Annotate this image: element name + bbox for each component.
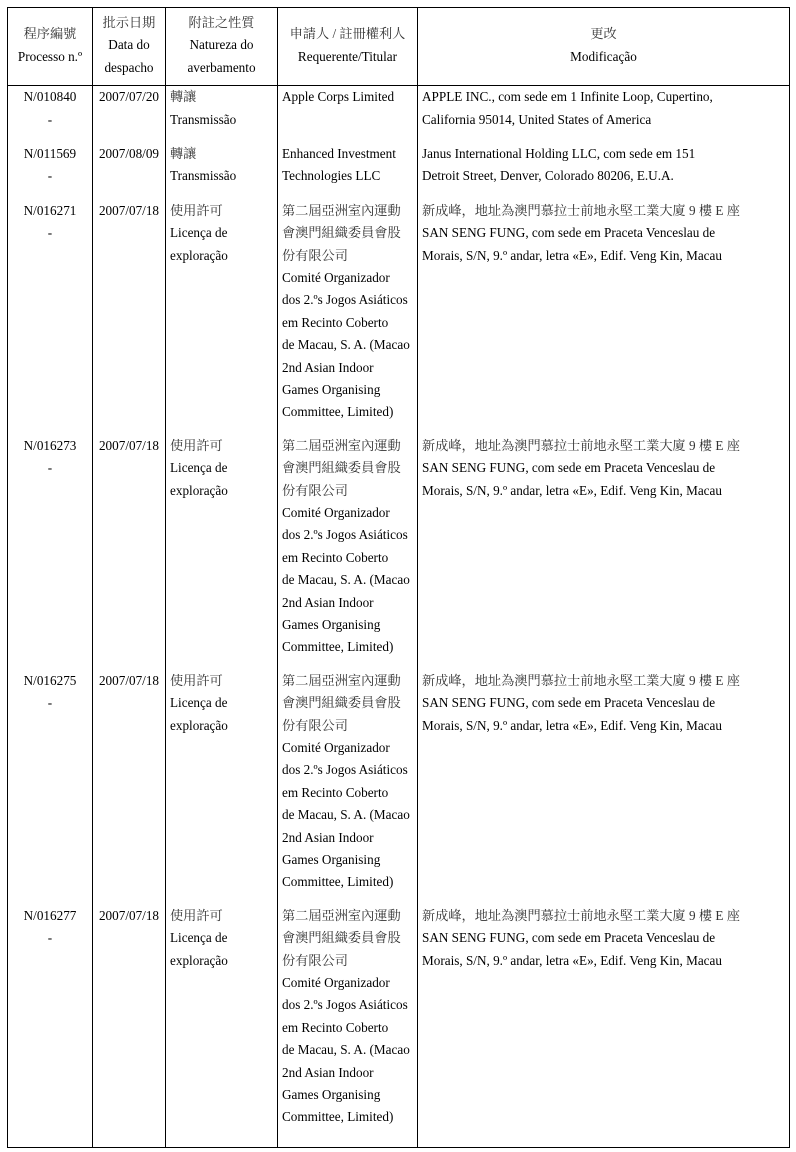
nature-pt-line: Licença de bbox=[170, 695, 228, 711]
requerente-pt-line: em Recinto Coberto bbox=[282, 1019, 389, 1035]
requerente-pt-line: Committee, Limited) bbox=[282, 639, 394, 655]
header-natureza bbox=[166, 8, 278, 86]
cell-processo bbox=[8, 670, 93, 905]
nature-pt-line: Licença de bbox=[170, 930, 228, 946]
modificacao-zh: 新成峰，地址為澳門慕拉士前地永堅工業大廈 9 樓 E 座 bbox=[422, 672, 740, 688]
cell-requerente bbox=[278, 905, 418, 1148]
requerente-pt-line: dos 2.ºs Jogos Asiáticos bbox=[282, 292, 408, 308]
despacho-date: 2007/08/09 bbox=[98, 145, 160, 161]
cell-requerente bbox=[278, 670, 418, 905]
header-processo bbox=[8, 8, 93, 86]
table-row bbox=[8, 435, 790, 670]
cell-date bbox=[93, 200, 166, 435]
requerente-zh-line: 第二屆亞洲室內運動 bbox=[282, 202, 401, 218]
cell-modificacao bbox=[418, 905, 790, 1148]
nature-zh: 使用許可 bbox=[170, 672, 223, 688]
modificacao-pt-line: SAN SENG FUNG, com sede em Praceta Venceslau de bbox=[422, 460, 716, 476]
cell-requerente bbox=[278, 143, 418, 200]
requerente-pt-line: de Macau, S. A. (Macao bbox=[282, 572, 410, 588]
processo-dash: - bbox=[47, 111, 53, 127]
modificacao-pt-line: Janus International Holding LLC, com sede em 151 bbox=[422, 145, 696, 161]
modificacao-pt-line: SAN SENG FUNG, com sede em Praceta Venceslau de bbox=[422, 930, 716, 946]
header-natureza-pt1: Natureza do bbox=[189, 37, 254, 53]
nature-pt-line: Transmissão bbox=[170, 111, 237, 127]
modificacao-zh: 新成峰，地址為澳門慕拉士前地永堅工業大廈 9 樓 E 座 bbox=[422, 907, 740, 923]
modificacao-pt-line: Morais, S/N, 9.º andar, letra «E», Edif. Veng Kin, Macau bbox=[422, 952, 722, 968]
requerente-pt-line: dos 2.ºs Jogos Asiáticos bbox=[282, 997, 408, 1013]
cell-modificacao bbox=[418, 670, 790, 905]
processo-dash: - bbox=[47, 930, 53, 946]
requerente-zh-line: 份有限公司 bbox=[282, 952, 348, 968]
table-header bbox=[8, 8, 790, 86]
requerente-pt-line: dos 2.ºs Jogos Asiáticos bbox=[282, 527, 408, 543]
requerente-zh-line: 會澳門組織委員會股 bbox=[282, 695, 401, 711]
cell-processo bbox=[8, 143, 93, 200]
modificacao-zh: 新成峰，地址為澳門慕拉士前地永堅工業大廈 9 樓 E 座 bbox=[422, 202, 740, 218]
requerente-pt-line: de Macau, S. A. (Macao bbox=[282, 1042, 410, 1058]
header-data-pt2: despacho bbox=[104, 59, 154, 75]
processo-dash: - bbox=[47, 225, 53, 241]
nature-zh: 轉讓 bbox=[170, 145, 197, 161]
despacho-date: 2007/07/18 bbox=[98, 907, 160, 923]
requerente-zh-line: 會澳門組織委員會股 bbox=[282, 460, 401, 476]
modificacao-pt-line: APPLE INC., com sede em 1 Infinite Loop, Cupertino, bbox=[422, 89, 713, 105]
requerente-zh-line: 第二屆亞洲室內運動 bbox=[282, 672, 401, 688]
despacho-date: 2007/07/20 bbox=[98, 89, 160, 105]
cell-nature bbox=[166, 670, 278, 905]
cell-requerente bbox=[278, 86, 418, 143]
requerente-pt-line: Games Organising bbox=[282, 381, 381, 397]
cell-nature bbox=[166, 905, 278, 1148]
requerente-pt-line: 2nd Asian Indoor bbox=[282, 829, 374, 845]
modificacao-pt-line: SAN SENG FUNG, com sede em Praceta Venceslau de bbox=[422, 695, 716, 711]
modificacao-pt-line: Morais, S/N, 9.º andar, letra «E», Edif. Veng Kin, Macau bbox=[422, 717, 722, 733]
requerente-zh-line: 份有限公司 bbox=[282, 717, 348, 733]
requerente-pt-line: em Recinto Coberto bbox=[282, 314, 389, 330]
header-natureza-zh: 附註之性質 bbox=[188, 15, 255, 30]
header-modificacao bbox=[418, 8, 790, 86]
cell-processo bbox=[8, 86, 93, 143]
requerente-zh-line: 份有限公司 bbox=[282, 247, 348, 263]
header-processo-zh: 程序編號 bbox=[23, 26, 77, 42]
requerente-pt-line: Games Organising bbox=[282, 616, 381, 632]
requerente-pt-line: Technologies LLC bbox=[282, 168, 381, 184]
cell-requerente bbox=[278, 435, 418, 670]
table-row bbox=[8, 143, 790, 200]
requerente-zh-line: 會澳門組織委員會股 bbox=[282, 225, 401, 241]
table-row bbox=[8, 200, 790, 435]
header-data-pt1: Data do bbox=[108, 37, 150, 53]
header-natureza-pt2: averbamento bbox=[187, 59, 256, 75]
cell-modificacao bbox=[418, 435, 790, 670]
requerente-zh-line: 第二屆亞洲室內運動 bbox=[282, 907, 401, 923]
requerente-pt-line: dos 2.ºs Jogos Asiáticos bbox=[282, 762, 408, 778]
despacho-date: 2007/07/18 bbox=[98, 202, 160, 218]
cell-date bbox=[93, 86, 166, 143]
requerente-pt-line: Games Organising bbox=[282, 1086, 381, 1102]
nature-zh: 轉讓 bbox=[170, 89, 197, 105]
cell-requerente bbox=[278, 200, 418, 435]
header-requerente bbox=[278, 8, 418, 86]
nature-zh: 使用許可 bbox=[170, 202, 223, 218]
requerente-pt-line: Committee, Limited) bbox=[282, 874, 394, 890]
cell-processo bbox=[8, 435, 93, 670]
table-row bbox=[8, 905, 790, 1148]
nature-pt-line: exploração bbox=[170, 952, 228, 968]
requerente-pt-line: de Macau, S. A. (Macao bbox=[282, 337, 410, 353]
despacho-date: 2007/07/18 bbox=[98, 672, 160, 688]
nature-zh: 使用許可 bbox=[170, 907, 223, 923]
cell-nature bbox=[166, 200, 278, 435]
header-data bbox=[93, 8, 166, 86]
cell-date bbox=[93, 905, 166, 1148]
table-row bbox=[8, 86, 790, 143]
table-row bbox=[8, 670, 790, 905]
header-modificacao-zh: 更改 bbox=[590, 26, 617, 42]
requerente-pt-line: 2nd Asian Indoor bbox=[282, 1064, 374, 1080]
requerente-zh-line: 第二屆亞洲室內運動 bbox=[282, 437, 401, 453]
nature-pt-line: Licença de bbox=[170, 225, 228, 241]
header-processo-pt: Processo n.º bbox=[17, 48, 83, 64]
requerente-pt-line: em Recinto Coberto bbox=[282, 549, 389, 565]
processo-number: N/016277 bbox=[23, 907, 77, 923]
despacho-date: 2007/07/18 bbox=[98, 437, 160, 453]
cell-nature bbox=[166, 143, 278, 200]
processo-dash: - bbox=[47, 695, 53, 711]
modificacao-zh: 新成峰，地址為澳門慕拉士前地永堅工業大廈 9 樓 E 座 bbox=[422, 437, 740, 453]
cell-nature bbox=[166, 435, 278, 670]
requerente-pt-line: 2nd Asian Indoor bbox=[282, 594, 374, 610]
modificacao-pt-line: Morais, S/N, 9.º andar, letra «E», Edif. Veng Kin, Macau bbox=[422, 482, 722, 498]
processo-number: N/016271 bbox=[23, 202, 77, 218]
nature-pt-line: exploração bbox=[170, 247, 228, 263]
cell-processo bbox=[8, 200, 93, 435]
requerente-pt-line: Games Organising bbox=[282, 851, 381, 867]
requerente-pt-line: em Recinto Coberto bbox=[282, 784, 389, 800]
processo-number: N/010840 bbox=[23, 89, 77, 105]
table-body bbox=[8, 86, 790, 1148]
cell-modificacao bbox=[418, 86, 790, 143]
cell-modificacao bbox=[418, 143, 790, 200]
nature-pt-line: exploração bbox=[170, 717, 228, 733]
processo-number: N/016273 bbox=[23, 437, 77, 453]
nature-pt-line: exploração bbox=[170, 482, 228, 498]
processo-dash: - bbox=[47, 460, 53, 476]
processo-number: N/011569 bbox=[23, 145, 77, 161]
requerente-pt-line: Apple Corps Limited bbox=[282, 89, 395, 105]
requerente-pt-line: Comité Organizador bbox=[282, 974, 390, 990]
requerente-pt-line: Committee, Limited) bbox=[282, 404, 394, 420]
requerente-pt-line: Enhanced Investment bbox=[282, 145, 396, 161]
requerente-pt-line: Comité Organizador bbox=[282, 739, 390, 755]
cell-date bbox=[93, 670, 166, 905]
modificacao-pt-line: SAN SENG FUNG, com sede em Praceta Venceslau de bbox=[422, 225, 716, 241]
header-data-zh: 批示日期 bbox=[102, 15, 156, 30]
cell-modificacao bbox=[418, 200, 790, 435]
header-requerente-zh: 申請人 / 註冊權利人 bbox=[289, 26, 406, 42]
modificacao-pt-line: Morais, S/N, 9.º andar, letra «E», Edif. Veng Kin, Macau bbox=[422, 247, 722, 263]
requerente-pt-line: de Macau, S. A. (Macao bbox=[282, 807, 410, 823]
nature-pt-line: Licença de bbox=[170, 460, 228, 476]
nature-zh: 使用許可 bbox=[170, 437, 223, 453]
requerente-pt-line: 2nd Asian Indoor bbox=[282, 359, 374, 375]
requerente-zh-line: 份有限公司 bbox=[282, 482, 348, 498]
cell-processo bbox=[8, 905, 93, 1148]
trademark-modification-table bbox=[7, 7, 790, 1148]
modificacao-pt-line: California 95014, United States of America bbox=[422, 111, 652, 127]
processo-dash: - bbox=[47, 168, 53, 184]
requerente-pt-line: Comité Organizador bbox=[282, 504, 390, 520]
header-requerente-pt: Requerente/Titular bbox=[297, 48, 398, 64]
cell-nature bbox=[166, 86, 278, 143]
nature-pt-line: Transmissão bbox=[170, 168, 237, 184]
requerente-zh-line: 會澳門組織委員會股 bbox=[282, 930, 401, 946]
cell-date bbox=[93, 435, 166, 670]
processo-number: N/016275 bbox=[23, 672, 77, 688]
modificacao-pt-line: Detroit Street, Denver, Colorado 80206, E.U.A. bbox=[422, 168, 674, 184]
header-modificacao-pt: Modificação bbox=[570, 48, 637, 64]
requerente-pt-line: Comité Organizador bbox=[282, 269, 390, 285]
requerente-pt-line: Committee, Limited) bbox=[282, 1109, 394, 1125]
cell-date bbox=[93, 143, 166, 200]
